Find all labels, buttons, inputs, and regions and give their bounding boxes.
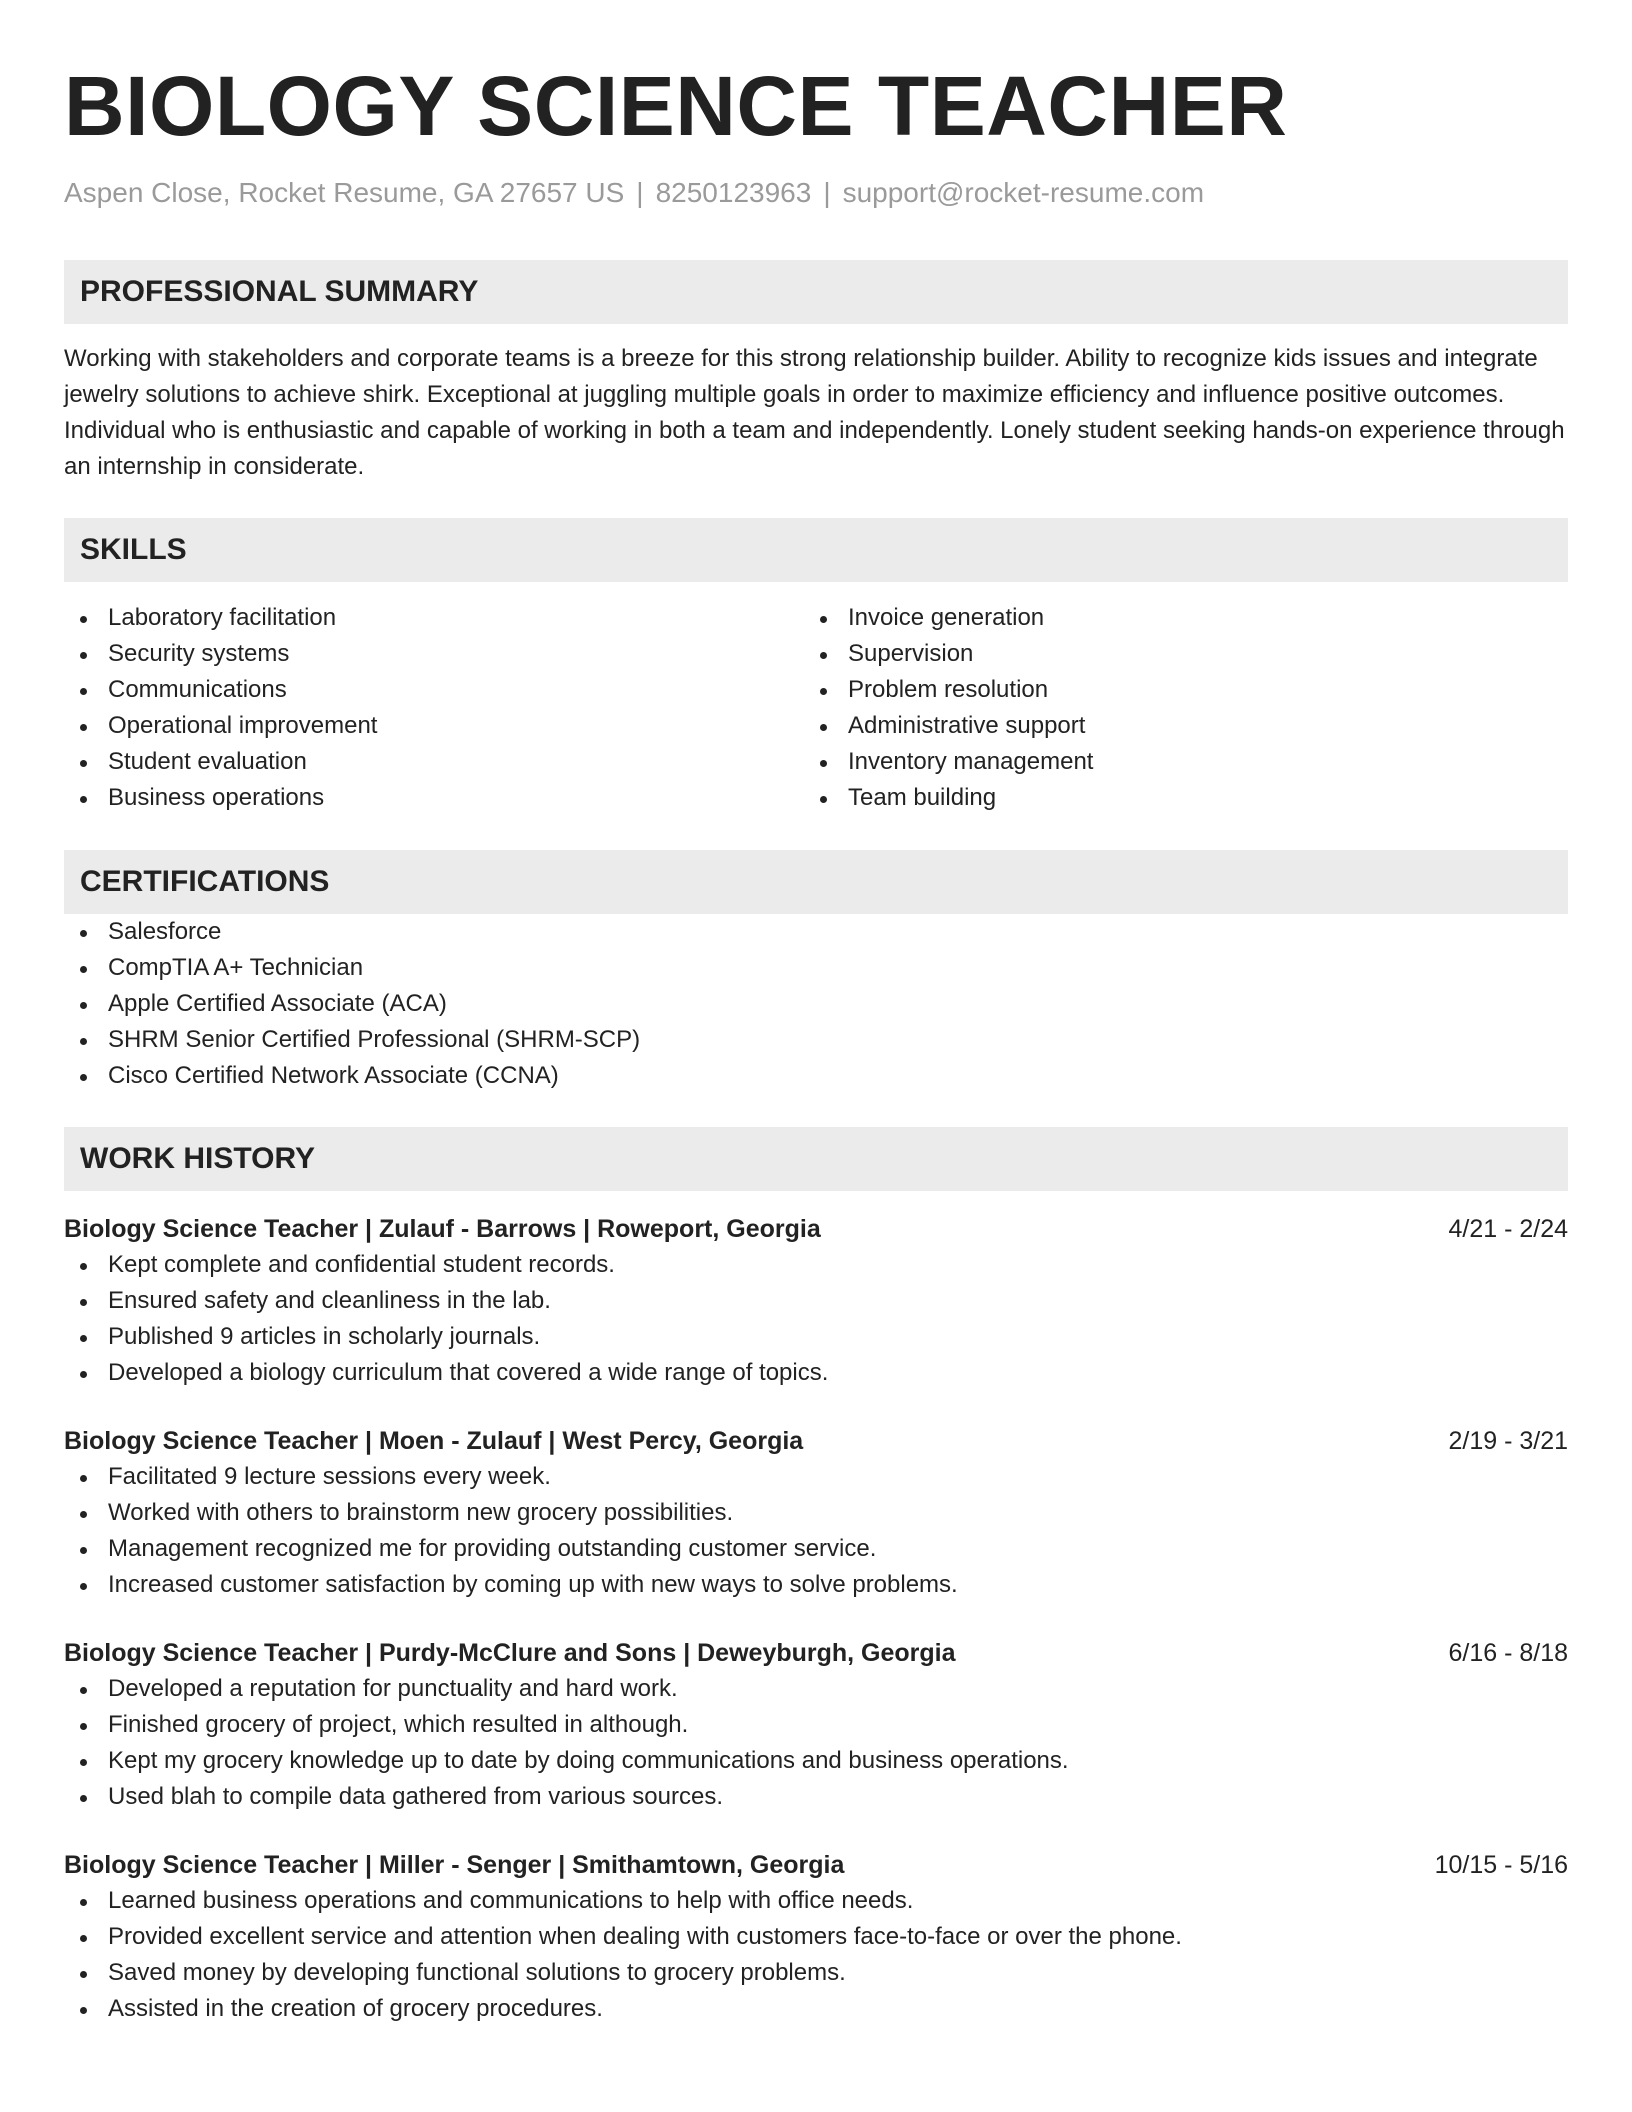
candidate-name: BIOLOGY SCIENCE TEACHER xyxy=(64,59,1288,153)
job-bullet: Provided excellent service and attention when dealing with customers face-to-face or over the phone. xyxy=(64,1919,1568,1955)
job-bullet: Learned business operations and communications to help with office needs. xyxy=(64,1883,1568,1919)
skills-heading: SKILLS xyxy=(64,518,1568,582)
job-bullets xyxy=(64,1883,1568,2027)
certifications-list xyxy=(64,914,1568,1094)
contact-email: support@rocket-resume.com xyxy=(842,177,1205,208)
job-bullet: Kept complete and confidential student records. xyxy=(64,1247,1568,1283)
skill-item: Problem resolution xyxy=(804,672,1544,708)
contact-separator: | xyxy=(636,177,644,208)
job-title: Biology Science Teacher | Purdy-McClure and Sons | Deweyburgh, Georgia xyxy=(64,1639,956,1667)
job-bullet: Assisted in the creation of grocery procedures. xyxy=(64,1991,1568,2027)
job-entry xyxy=(64,1211,1568,1391)
job-bullet: Published 9 articles in scholarly journals. xyxy=(64,1319,1568,1355)
skill-item: Operational improvement xyxy=(64,708,804,744)
job-title: Biology Science Teacher | Miller - Senger | Smithamtown, Georgia xyxy=(64,1851,845,1879)
job-bullet: Saved money by developing functional solutions to grocery problems. xyxy=(64,1955,1568,1991)
summary-heading: PROFESSIONAL SUMMARY xyxy=(64,260,1568,324)
certification-item: Apple Certified Associate (ACA) xyxy=(64,986,1568,1022)
skill-item: Student evaluation xyxy=(64,744,804,780)
job-bullets xyxy=(64,1247,1568,1391)
job-dates: 4/21 - 2/24 xyxy=(1448,1215,1568,1243)
summary-text: Working with stakeholders and corporate teams is a breeze for this strong relationship builder. Ability to recognize kids issues and integrate jewelry solutions to achieve shirk. Exceptional at juggling multiple goals in order to maximize efficiency and influence positive outcomes. Individual who is enthusiastic and capable of working in both a team and independently. Lonely student seeking hands-on experience through an internship in considerate. xyxy=(64,345,1565,480)
job-bullet: Facilitated 9 lecture sessions every week. xyxy=(64,1459,1568,1495)
job-bullet: Management recognized me for providing outstanding customer service. xyxy=(64,1531,1568,1567)
skills-list-left xyxy=(64,600,804,816)
work-history-heading: WORK HISTORY xyxy=(64,1127,1568,1191)
contact-phone: 8250123963 xyxy=(655,177,812,208)
skill-item: Communications xyxy=(64,672,804,708)
skill-item: Invoice generation xyxy=(804,600,1544,636)
job-dates: 2/19 - 3/21 xyxy=(1448,1427,1568,1455)
job-header xyxy=(64,1211,1568,1247)
job-header xyxy=(64,1847,1568,1883)
job-dates: 6/16 - 8/18 xyxy=(1448,1639,1568,1667)
job-bullets xyxy=(64,1459,1568,1603)
job-bullet: Developed a reputation for punctuality and hard work. xyxy=(64,1671,1568,1707)
skill-item: Security systems xyxy=(64,636,804,672)
skill-item: Supervision xyxy=(804,636,1544,672)
certifications-heading: CERTIFICATIONS xyxy=(64,850,1568,914)
job-header xyxy=(64,1635,1568,1671)
skill-item: Team building xyxy=(804,780,1544,816)
contact-line xyxy=(64,176,1568,210)
contact-address: Aspen Close, Rocket Resume, GA 27657 US xyxy=(64,177,625,208)
skill-item: Administrative support xyxy=(804,708,1544,744)
job-entry xyxy=(64,1635,1568,1815)
job-bullet: Worked with others to brainstorm new grocery possibilities. xyxy=(64,1495,1568,1531)
job-bullet: Used blah to compile data gathered from various sources. xyxy=(64,1779,1568,1815)
skills-list-right xyxy=(804,600,1544,816)
job-title: Biology Science Teacher | Zulauf - Barrows | Roweport, Georgia xyxy=(64,1215,821,1243)
job-entry xyxy=(64,1423,1568,1603)
job-entry xyxy=(64,1847,1568,2027)
skill-item: Business operations xyxy=(64,780,804,816)
job-dates: 10/15 - 5/16 xyxy=(1434,1851,1568,1879)
job-bullets xyxy=(64,1671,1568,1815)
job-bullet: Ensured safety and cleanliness in the lab. xyxy=(64,1283,1568,1319)
job-bullet: Increased customer satisfaction by coming up with new ways to solve problems. xyxy=(64,1567,1568,1603)
skill-item: Inventory management xyxy=(804,744,1544,780)
certification-item: SHRM Senior Certified Professional (SHRM-SCP) xyxy=(64,1022,1568,1058)
job-header xyxy=(64,1423,1568,1459)
job-bullet: Developed a biology curriculum that covered a wide range of topics. xyxy=(64,1355,1568,1391)
job-title: Biology Science Teacher | Moen - Zulauf | West Percy, Georgia xyxy=(64,1427,804,1455)
certification-item: Salesforce xyxy=(64,914,1568,950)
certification-item: CompTIA A+ Technician xyxy=(64,950,1568,986)
contact-separator: | xyxy=(823,177,831,208)
skills-column-left xyxy=(64,600,804,816)
job-bullet: Finished grocery of project, which resulted in although. xyxy=(64,1707,1568,1743)
certification-item: Cisco Certified Network Associate (CCNA) xyxy=(64,1058,1568,1094)
job-bullet: Kept my grocery knowledge up to date by doing communications and business operations. xyxy=(64,1743,1568,1779)
skill-item: Laboratory facilitation xyxy=(64,600,804,636)
skills-columns xyxy=(64,600,1568,816)
skills-column-right xyxy=(804,600,1544,816)
